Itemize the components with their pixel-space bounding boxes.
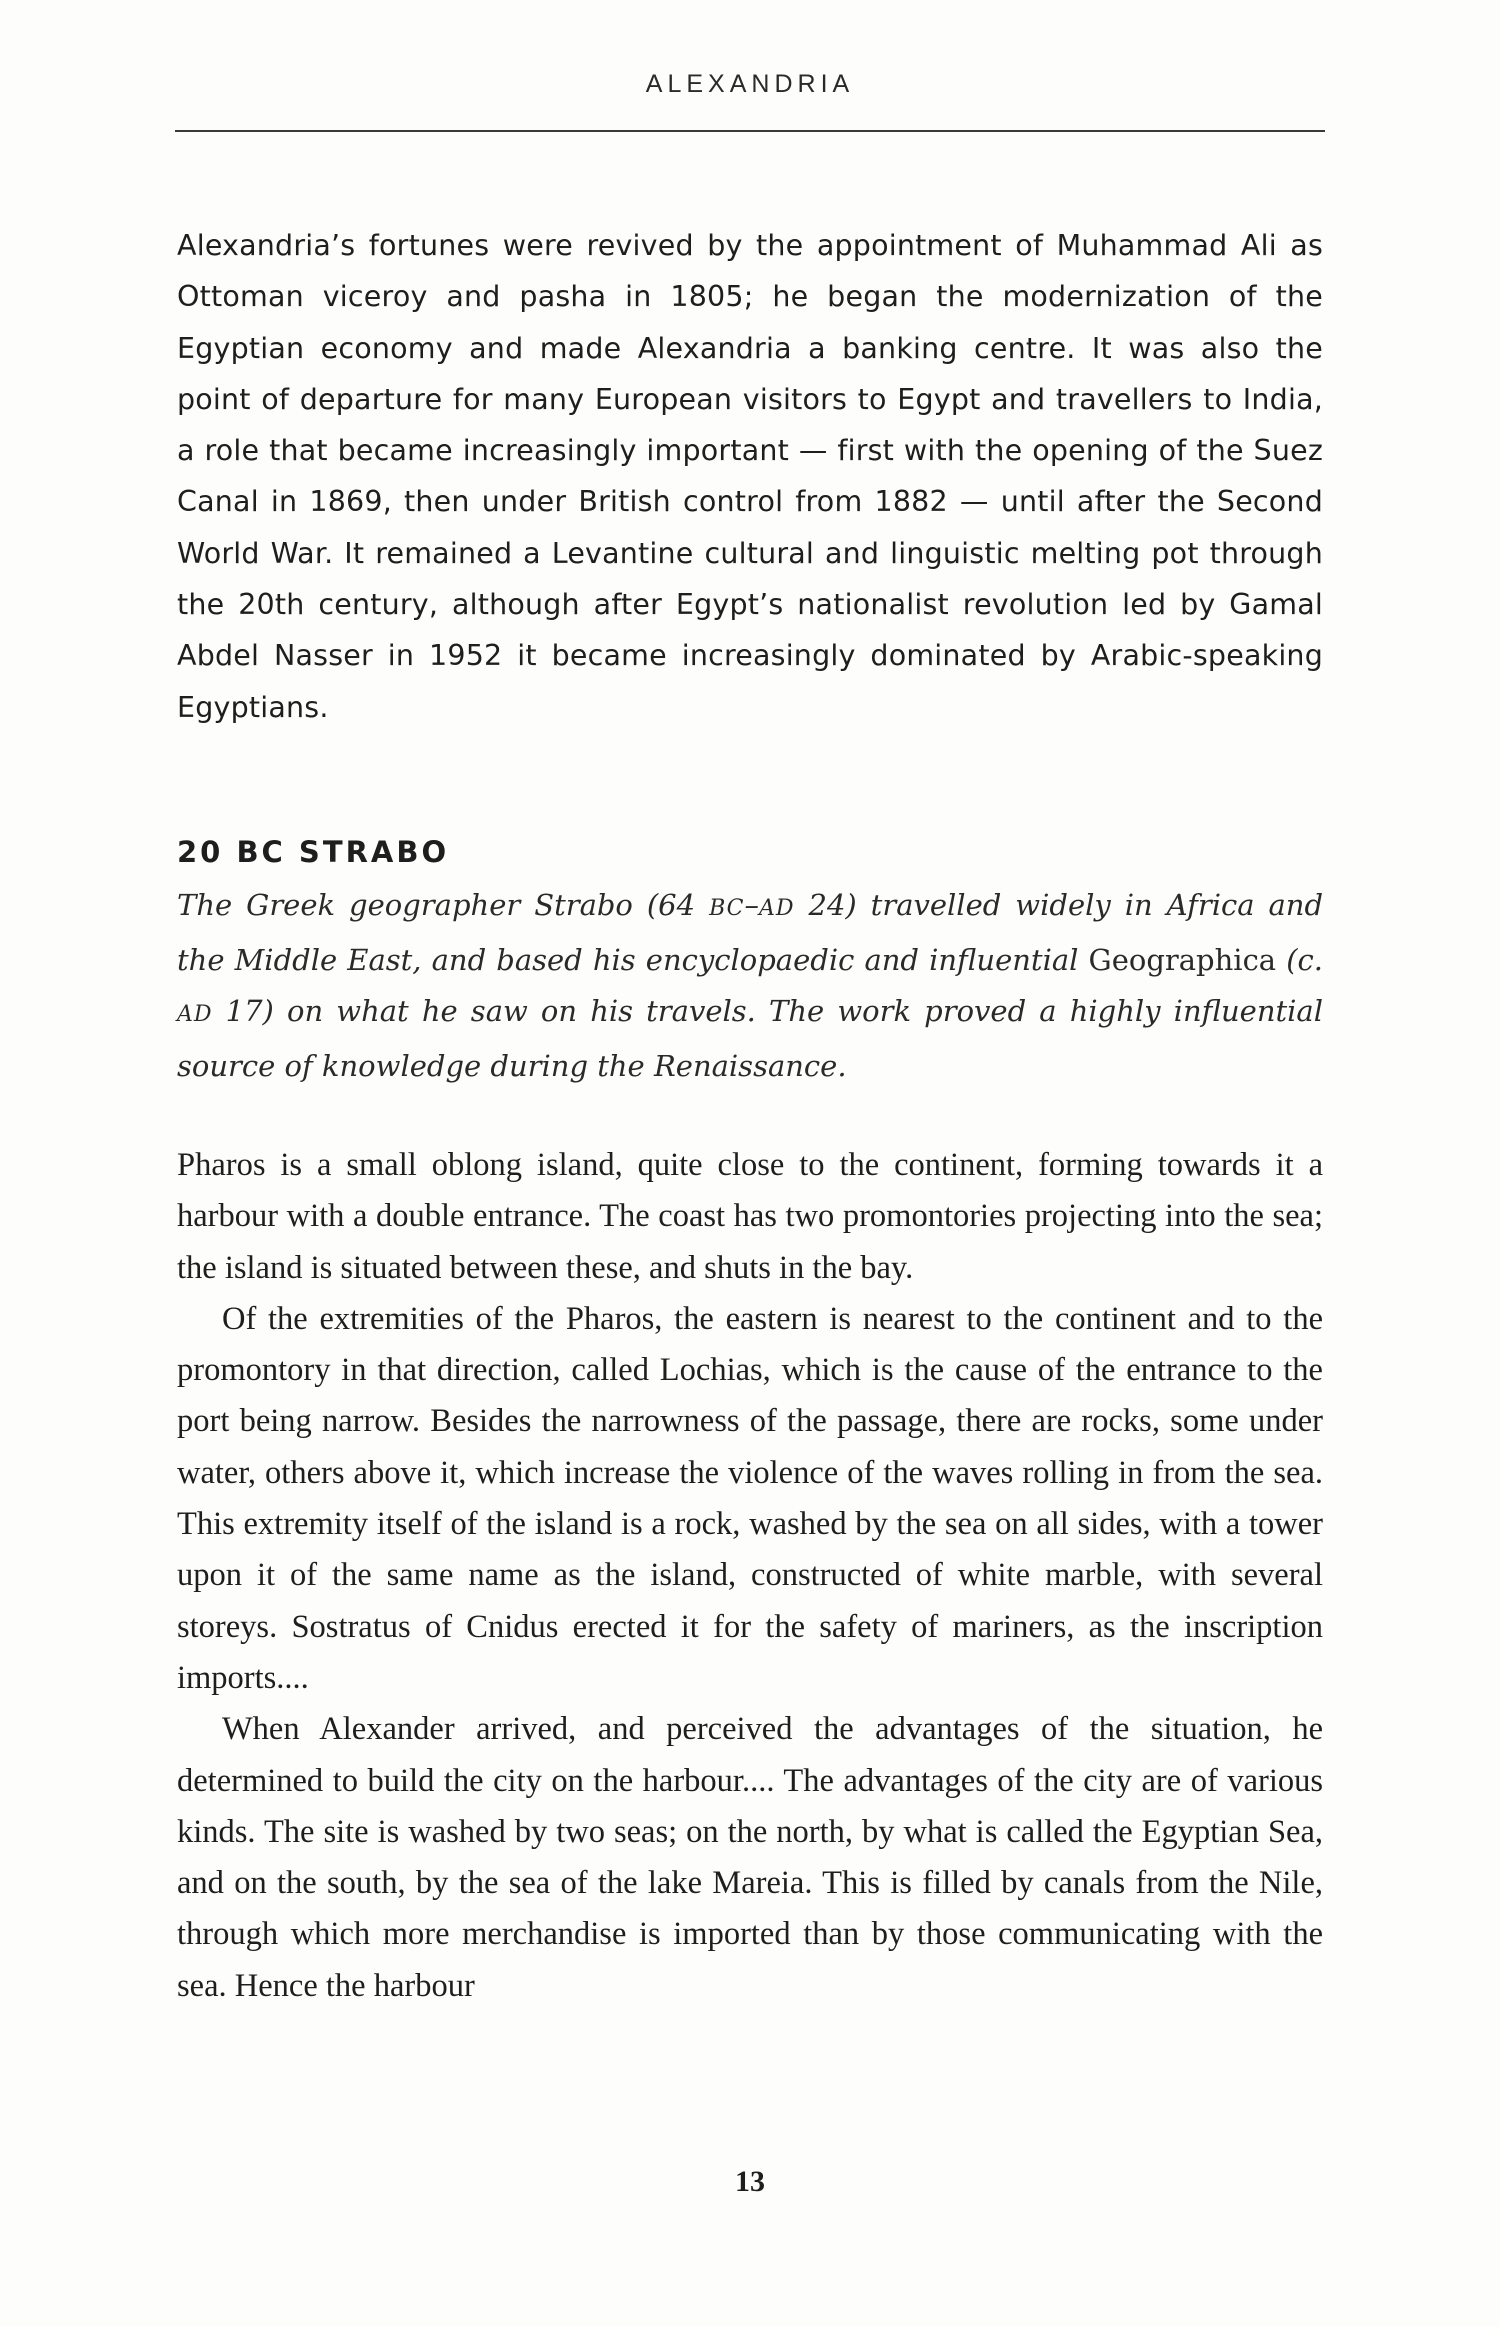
headnote (177, 880, 1323, 1092)
excerpt (177, 1140, 1323, 2012)
headnote-text: 24) travelled widely in Africa and the Middle East, and based his encyclopaedic and influential (177, 888, 1324, 977)
section-title: 20 BC STRABO (177, 835, 450, 869)
headnote-text: 17) on what he saw on his travels. The work proved a highly influential source of knowledge during the Renaissance. (177, 994, 1323, 1083)
excerpt-paragraph: Pharos is a small oblong island, quite close to the continent, forming towards it a harbour with a double entrance. The coast has two promontories projecting into the sea; the island is situated between these, and shuts in the bay. (177, 1147, 1323, 1286)
work-title: Geographica (1088, 942, 1277, 977)
running-head: ALEXANDRIA (645, 70, 855, 98)
headnote-text: – (744, 888, 759, 922)
era-abbreviation: AD (177, 1002, 213, 1027)
excerpt-paragraph: Of the extremities of the Pharos, the eastern is nearest to the continent and to the promontory in that direction, called Lochias, which is the cause of the entrance to the port being narrow. Besides the narrowness of the passage, there are rocks, some under water, others above it, which increase the violence of the waves rolling in from the sea. This extremity itself of the island is a rock, washed by the sea on all sides, with a tower upon it of the same name as the island, constructed of white marble, with several storeys. Sostratus of Cnidus erected it for the safety of mariners, as the inscription imports.... (177, 1300, 1323, 1696)
page-number: 13 (735, 2165, 765, 2198)
excerpt-paragraph: When Alexander arrived, and perceived the advantages of the situation, he determined to build the city on the harbour.... The advantages of the city are of various kinds. The site is washed by two seas; on the north, by what is called the Egyptian Sea, and on the south, by the sea of the lake Mareia. This is filled by canals from the Nile, through which more merchandise is imported than by those communicating with the sea. Hence the harbour (177, 1711, 1323, 2004)
header-rule (175, 130, 1325, 132)
headnote-text: The Greek geographer Strabo (64 (177, 888, 710, 922)
era-abbreviation: BC (709, 896, 745, 921)
era-abbreviation: AD (758, 896, 795, 921)
intro-paragraph: Alexandria’s fortunes were revived by the appointment of Muhammad Ali as Ottoman viceroy and pasha in 1805; he began the modernization of the Egyptian economy and made Alexandria a banking centre. It was also the point of departure for many European visitors to Egypt and travellers to India, a role that became increasingly important — first with the opening of the Suez Canal in 1869, then under British control from 1882 — until after the Second World War. It remained a Levantine cultural and linguistic melting pot through the 20th century, although after Egypt’s nationalist revolution led by Gamal Abdel Nasser in 1952 it became increasingly dominated by Arabic-speaking Egyptians. (177, 229, 1323, 724)
headnote-text: (c. (1276, 942, 1324, 977)
